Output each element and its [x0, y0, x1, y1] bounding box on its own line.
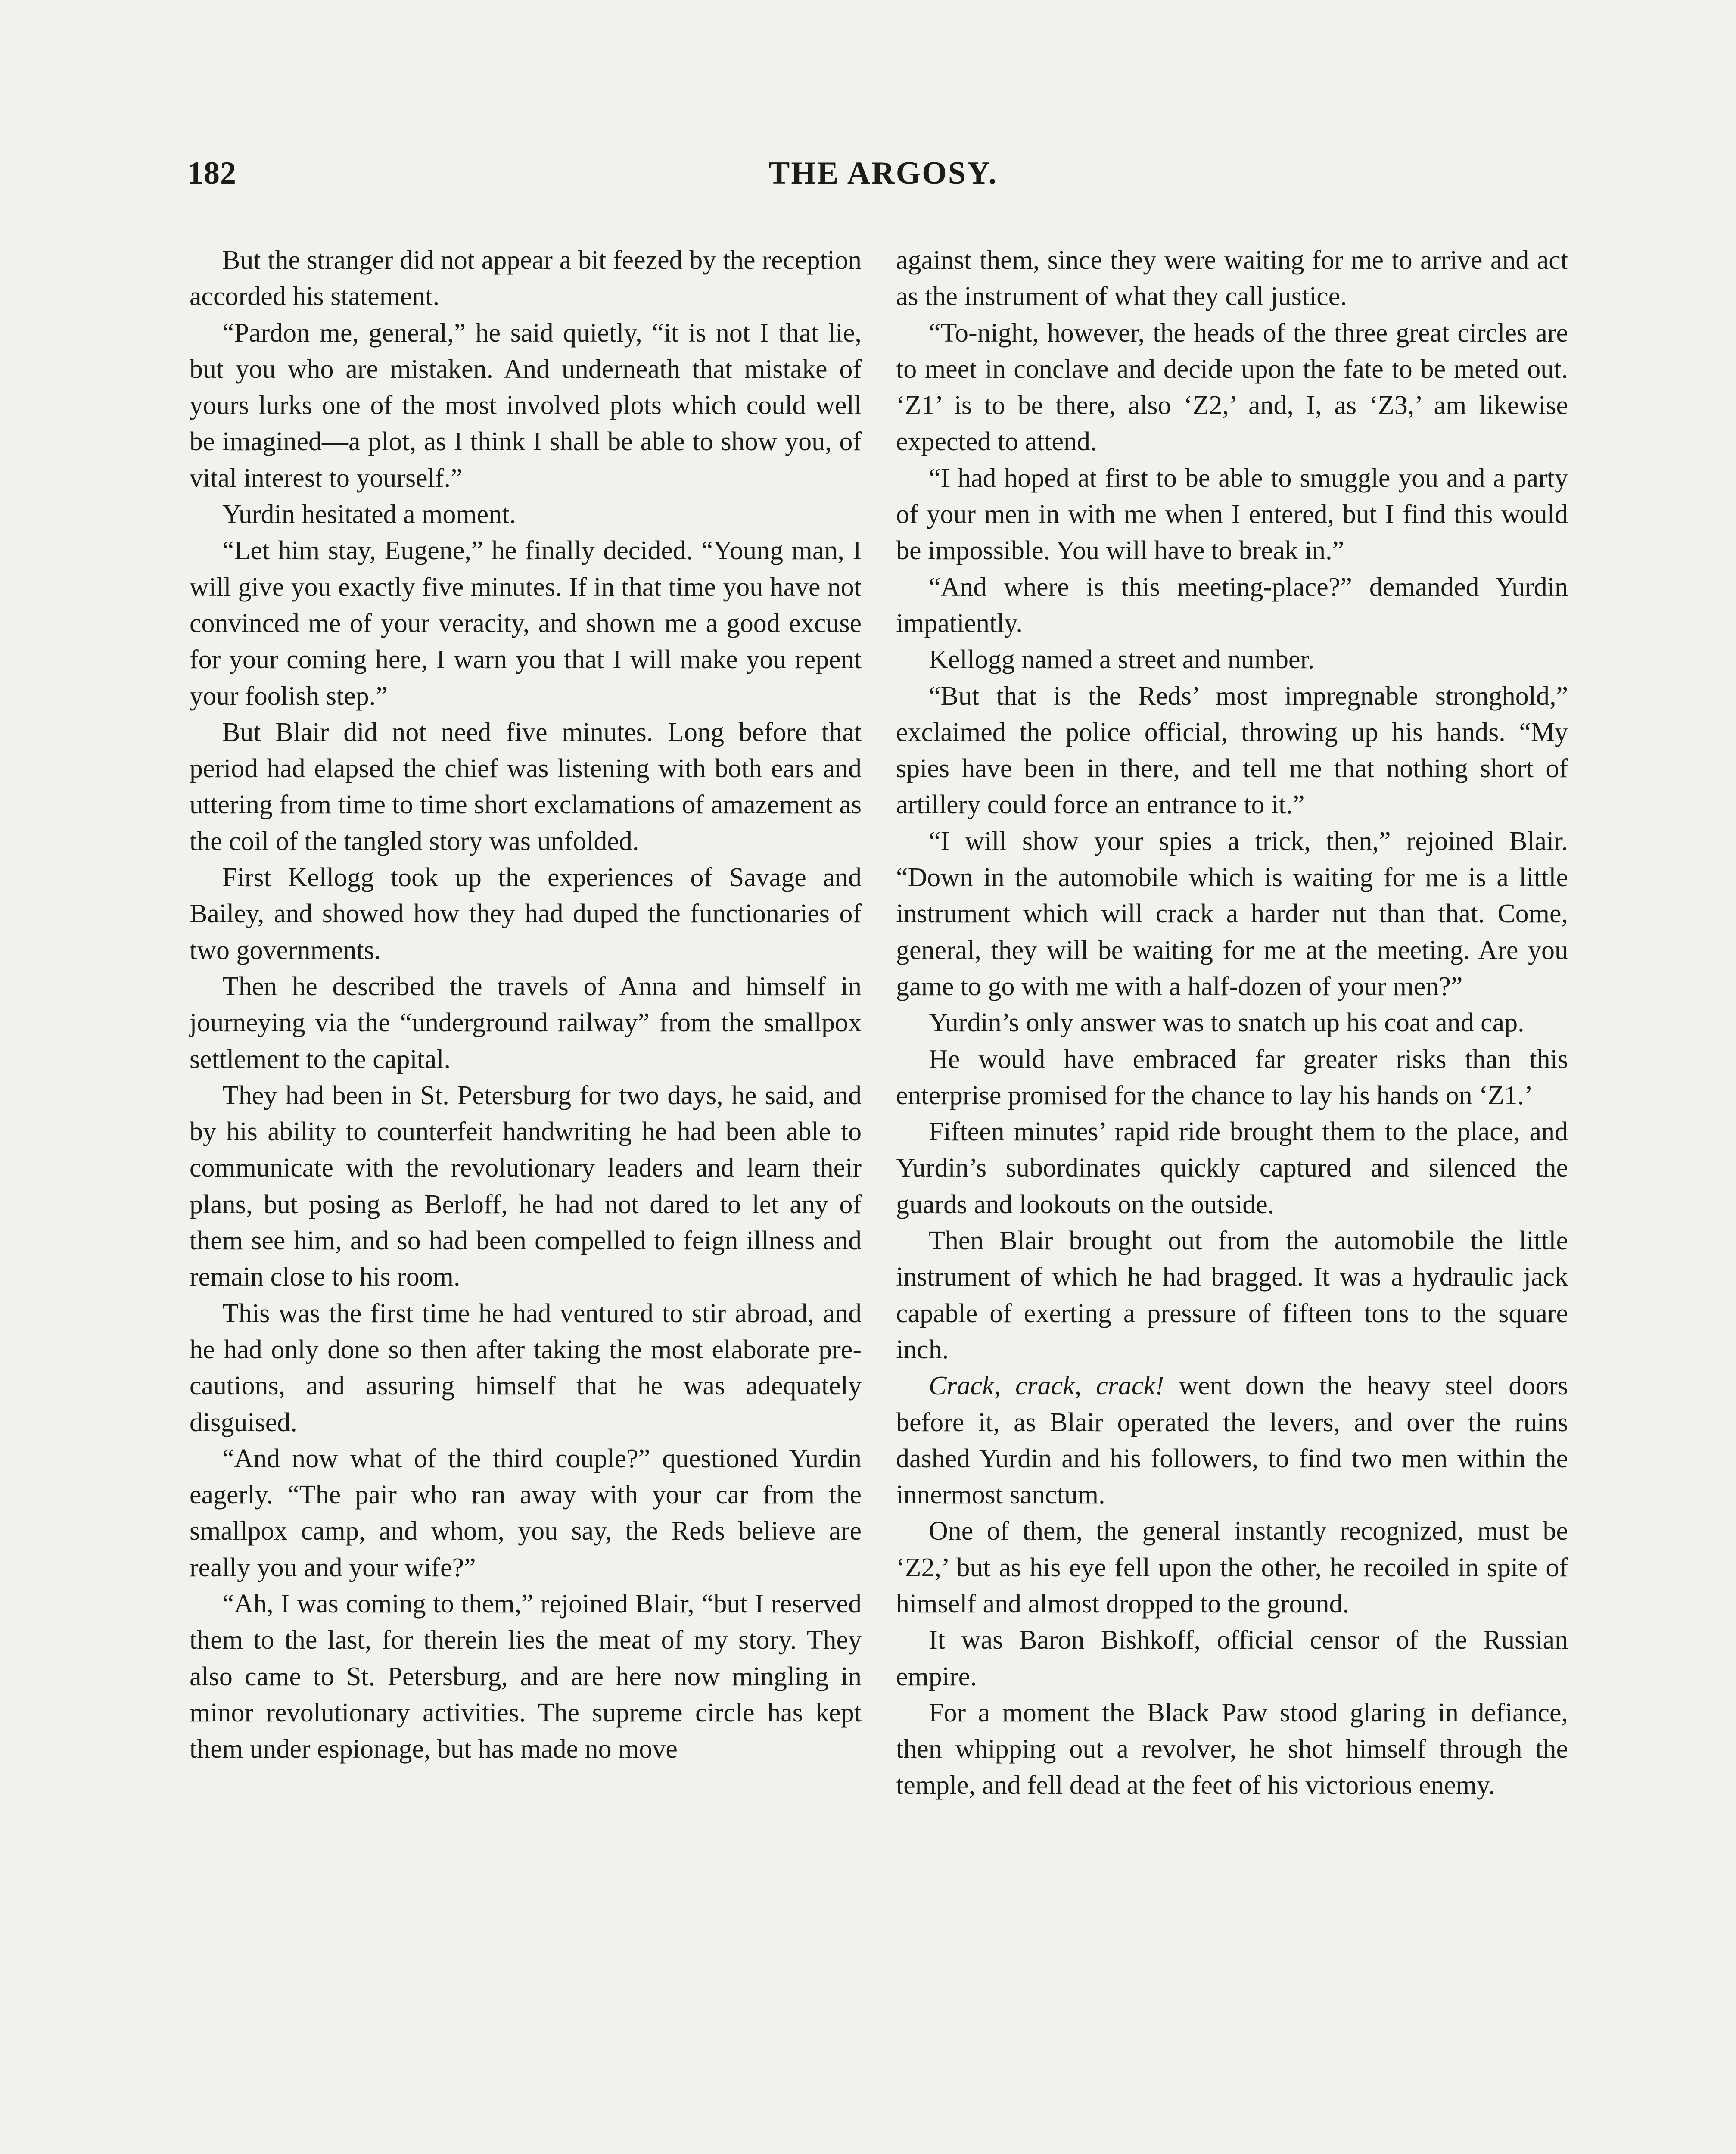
page-number: 182: [187, 156, 236, 191]
left-column: [190, 242, 862, 1767]
paragraph: “And where is this meeting-place?” demanded Yurdin impatiently.: [896, 572, 1568, 638]
italic-exclamation: Crack, crack, crack!: [929, 1371, 1164, 1401]
paragraph: They had been in St. Petersburg for two days, he said, and by his ability to counterfeit handwriting he had been able to communicate with the revolutionary leaders and learn their plans, but posing as Berloff, he had not dared to let any of them see him, and so had been compelled to feign illness and remain close to his room.: [190, 1080, 862, 1292]
paragraph: Kellogg named a street and number.: [929, 645, 1315, 675]
paragraph: “And now what of the third couple?” questioned Yurdin eagerly. “The pair who ran away with your car from the smallpox camp, and whom, you say, the Reds believe are really you and your wife?”: [190, 1444, 862, 1582]
paragraph: It was Baron Bishkoff, official censor of the Russian empire.: [896, 1625, 1568, 1691]
paragraph: “I will show your spies a trick, then,” rejoined Blair. “Down in the automobile which is waiting for me is a little instrument which will crack a harder nut than that. Come, general, they will be waiting for me at the meeting. Are you game to go with me with a half-dozen of your men?”: [896, 826, 1568, 1001]
running-title: THE ARGOSY.: [768, 156, 998, 191]
paragraph: “Let him stay, Eugene,” he finally decided. “Young man, I will give you exactly five minutes. If in that time you have not convinced me of your veracity, and shown me a good excuse for your coming here, I warn you that I will make you repent your foolish step.”: [190, 536, 862, 711]
paragraph: But Blair did not need five minutes. Long before that period had elapsed the chief was listening with both ears and uttering from time to time short exclamations of amazement as the coil of the tangled story was unfolded.: [190, 717, 862, 856]
paragraph: “Pardon me, general,” he said quietly, “it is not I that lie, but you who are mistaken. And underneath that mistake of yours lurks one of the most involved plots which could well be imagined—a plot, as I think I shall be able to show you, of vital interest to yourself.”: [190, 318, 862, 493]
paragraph: “To-night, however, the heads of the three great circles are to meet in conclave and decide upon the fate to be meted out. ‘Z1’ is to be there, also ‘Z2,’ and, I, as ‘Z3,’ am likewise expected to attend.: [896, 318, 1568, 457]
right-column: [896, 242, 1568, 1804]
paragraph: “I had hoped at first to be able to smuggle you and a party of your men in with me when I entered, but I find this would be impossible. You will have to break in.”: [896, 463, 1568, 566]
paragraph: But the stranger did not appear a bit feezed by the reception accorded his statement.: [190, 246, 862, 311]
paragraph: [896, 1368, 1568, 1513]
paragraph: Yurdin’s only answer was to snatch up his coat and cap.: [929, 1008, 1524, 1038]
continued-paragraph: against them, since they were waiting for me to arrive and act as the instrument of what they call justice.: [896, 246, 1568, 311]
paragraph: This was the first time he had ventured to stir abroad, and he had only done so then after taking the most elaborate precautions, and assuring himself that he was adequately disguised.: [190, 1298, 862, 1437]
paragraph: “Ah, I was coming to them,” rejoined Blair, “but I reserved them to the last, for therein lies the meat of my story. They also came to St. Petersburg, and are here now mingling in minor revolutionary activities. The supreme circle has kept them under espionage, but has made no move: [190, 1589, 862, 1764]
paragraph-text: went down the heavy steel doors before it, as Blair operated the levers, and over the ruins dashed Yurdin and his followers, to find two men within the innermost sanctum.: [896, 1371, 1568, 1510]
page-header: [187, 155, 1579, 207]
paragraph: One of them, the general instantly recognized, must be ‘Z2,’ but as his eye fell upon the other, he recoiled in spite of himself and almost dropped to the ground.: [896, 1516, 1568, 1619]
paragraph: First Kellogg took up the experiences of Savage and Bailey, and showed how they had duped the functionaries of two governments.: [190, 863, 862, 965]
paragraph: For a moment the Black Paw stood glaring in defiance, then whipping out a revolver, he shot himself through the temple, and fell dead at the feet of his victorious enemy.: [896, 1698, 1568, 1800]
paragraph: Then he described the travels of Anna and himself in journeying via the “underground railway” from the smallpox settlement to the capital.: [190, 971, 862, 1074]
paragraph: “But that is the Reds’ most impregnable stronghold,” exclaimed the police official, throwing up his hands. “My spies have been in there, and tell me that nothing short of artillery could force an entrance to it.”: [896, 681, 1568, 820]
paragraph: He would have embraced far greater risks than this enterprise promised for the chance to lay his hands on ‘Z1.’: [896, 1044, 1568, 1110]
paragraph: Then Blair brought out from the automobile the little instrument of which he had bragged. It was a hydraulic jack capable of exerting a pressure of fifteen tons to the square inch.: [896, 1226, 1568, 1364]
paragraph: Yurdin hesitated a moment.: [222, 500, 516, 529]
paragraph: Fifteen minutes’ rapid ride brought them to the place, and Yurdin’s subordinates quickly captured and silenced the guards and lookouts on the outside.: [896, 1117, 1568, 1219]
